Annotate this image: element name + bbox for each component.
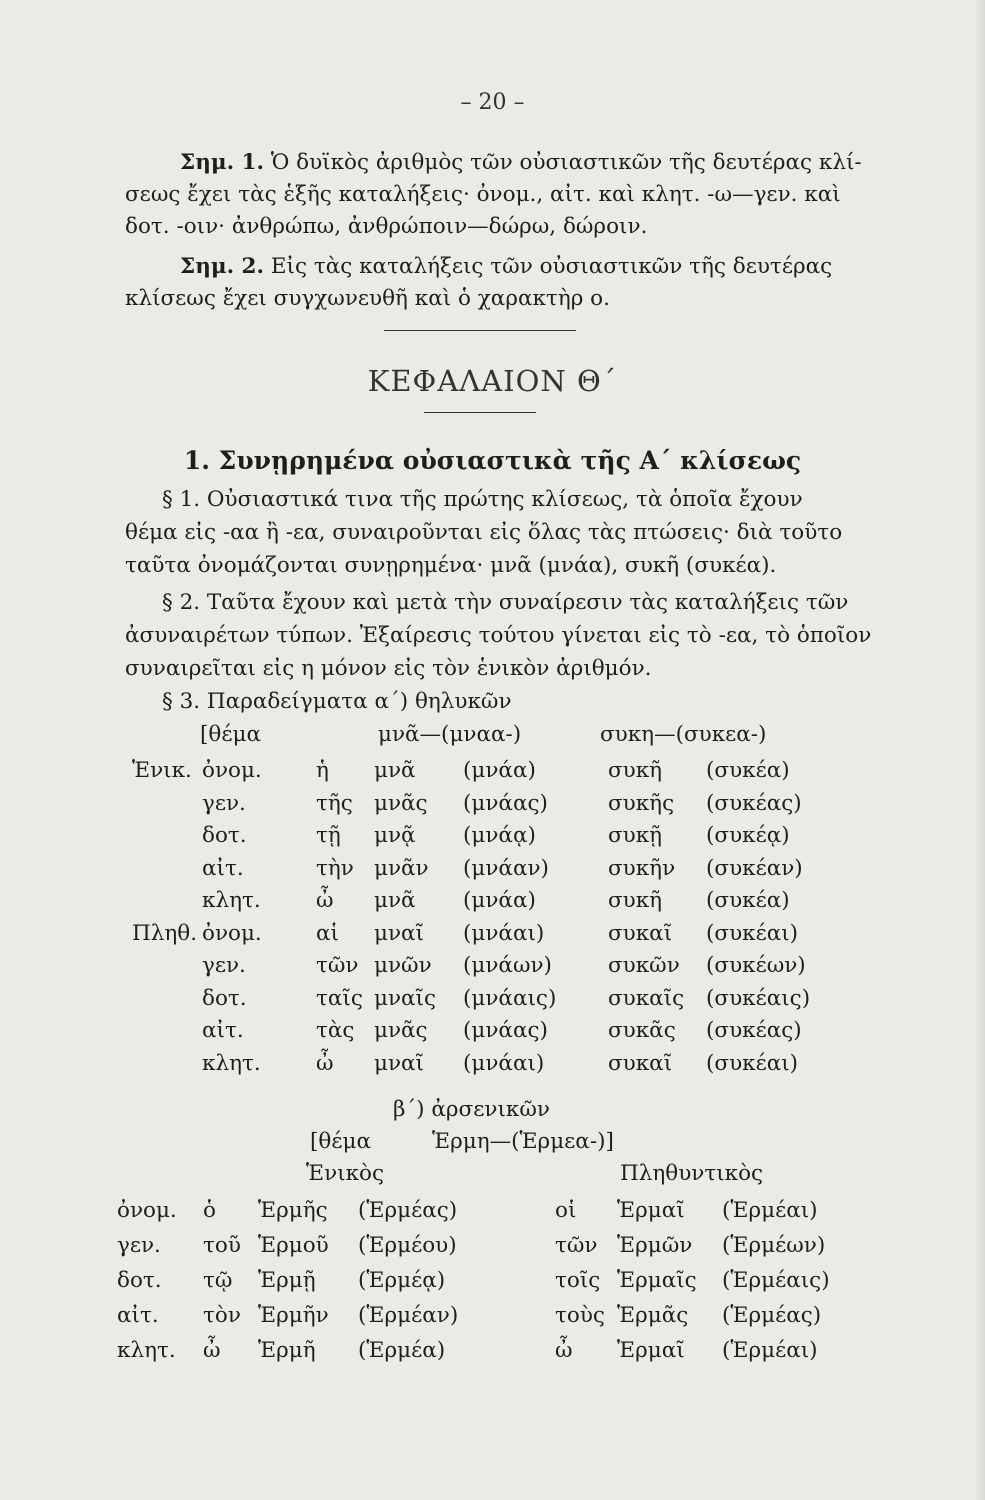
contracted-form: συκᾶς [608, 1018, 676, 1043]
uncontracted-form: (μνάας) [463, 1018, 548, 1043]
contracted-form: μνᾶς [374, 1018, 428, 1043]
article: τοὺς [555, 1303, 605, 1328]
article: αἱ [316, 920, 339, 946]
singular-form: Ἑρμῆ [258, 1338, 316, 1363]
contracted-form: μνᾷ [374, 823, 416, 848]
note-2-text: Εἰς τὰς καταλήξεις τῶν οὐσιαστικῶν τῆς δευτέρας [270, 254, 833, 279]
uncontracted-form: (μνάαι) [463, 920, 545, 946]
plural-form: Ἑρμᾶς [617, 1303, 689, 1328]
contracted-form: συκαῖς [608, 985, 685, 1011]
theme-syke: συκη—(συκεα-) [600, 722, 767, 747]
uncontracted-form: (μνάα) [463, 758, 536, 783]
number-label: Ἑνικ. [132, 758, 192, 783]
contracted-form: μναῖ [374, 1050, 424, 1076]
uncontracted-form: (συκέαις) [706, 985, 811, 1011]
case-label: δοτ. [202, 823, 247, 848]
contracted-form: συκῆ [608, 758, 663, 783]
singular-form: Ἑρμῆς [258, 1198, 328, 1223]
page-number: – 20 – [460, 90, 525, 115]
contracted-form: συκῆς [608, 790, 675, 816]
uncontracted-form: (Ἑρμέαι) [722, 1198, 818, 1223]
uncontracted-form: (συκέαν) [706, 855, 803, 881]
contracted-form: συκῶν [608, 953, 680, 978]
article: ἡ [316, 758, 329, 783]
article: τῆς [316, 790, 353, 816]
contracted-form: μναῖ [374, 920, 424, 946]
note-1-line-2: σεως ἔχει τὰς ἑξῆς καταλήξεις· ὀνομ., αἰτ. καὶ κλητ. -ω—γεν. καὶ [125, 182, 841, 207]
uncontracted-form: (Ἑρμέας) [722, 1303, 822, 1328]
uncontracted-form: (Ἑρμέαις) [722, 1268, 830, 1293]
uncontracted-form: (μνάαι) [463, 1050, 545, 1076]
singular-form: Ἑρμῇ [258, 1268, 316, 1293]
uncontracted-form: (Ἑρμέας) [358, 1198, 458, 1223]
uncontracted-form: (μνάα) [463, 888, 536, 913]
uncontracted-form: (μνάαις) [463, 985, 557, 1011]
note-2-line-2: κλίσεως ἔχει συγχωνευθῆ καὶ ὁ χαρακτὴρ ο. [125, 286, 610, 311]
uncontracted-form: (συκέας) [706, 790, 802, 816]
case-label: αἰτ. [202, 1018, 244, 1043]
article: ὁ [203, 1198, 216, 1223]
uncontracted-form: (Ἑρμέου) [358, 1233, 457, 1258]
case-label: γεν. [202, 953, 246, 978]
contracted-form: συκαῖ [608, 1050, 673, 1076]
para-1-line-3: ταῦτα ὀνομάζονται συνῃρημένα· μνᾶ (μνάα), συκῆ (συκέα). [125, 553, 777, 578]
uncontracted-form: (συκέας) [706, 1018, 802, 1043]
contracted-form: συκῆν [608, 855, 676, 881]
note-1-line-3: δοτ. -οιν· ἀνθρώπω, ἀνθρώποιν—δώρω, δώροιν. [125, 214, 648, 239]
uncontracted-form: (συκέαι) [706, 920, 799, 946]
article: τὴν [316, 855, 354, 881]
note-2-label: Σημ. 2. [180, 254, 264, 279]
article: τῷ [203, 1268, 233, 1293]
article: τοῖς [555, 1268, 601, 1293]
masculine-theme-value: Ἑρμη—(Ἑρμεα-)] [432, 1129, 614, 1154]
uncontracted-form: (Ἑρμέων) [722, 1233, 826, 1258]
uncontracted-form: (μνάᾳ) [463, 823, 536, 848]
article: τὰς [316, 1018, 355, 1043]
note-1-line-1 [180, 148, 862, 178]
uncontracted-form: (συκέων) [706, 953, 806, 978]
article: ταῖς [316, 985, 363, 1011]
para-2-line-2: ἀσυναιρέτων τύπων. Ἐξαίρεσις τούτου γίνεται εἰς τὸ -εα, τὸ ὁποῖον [125, 623, 872, 648]
case-label: κλητ. [117, 1338, 176, 1363]
note-1-text: Ὁ δυϊκὸς ἀριθμὸς τῶν οὐσιαστικῶν τῆς δευτέρας κλί- [270, 150, 862, 175]
singular-label: Ἑνικὸς [306, 1161, 385, 1186]
page-edge-shadow [975, 0, 985, 1500]
case-label: γεν. [202, 790, 246, 816]
rule-bottom [424, 412, 536, 413]
para-2-line-1: § 2. Ταῦτα ἔχουν καὶ μετὰ τὴν συναίρεσιν τὰς καταλήξεις τῶν [162, 590, 849, 615]
uncontracted-form: (μνάων) [463, 953, 552, 978]
article: τῇ [316, 823, 341, 848]
article: τῶν [316, 953, 359, 978]
note-2-line-1 [180, 252, 832, 282]
plural-label: Πληθυντικὸς [620, 1161, 764, 1186]
para-2-line-3: συναιρεῖται εἰς η μόνον εἰς τὸν ἑνικὸν ἀριθμόν. [125, 656, 652, 681]
contracted-form: μναῖς [374, 985, 437, 1011]
article: οἱ [555, 1198, 577, 1223]
uncontracted-form: (μνάαν) [463, 855, 549, 881]
article: ὦ [203, 1338, 221, 1363]
uncontracted-form: (συκέα) [706, 888, 790, 913]
masculine-heading: β΄) ἀρσενικῶν [393, 1097, 550, 1122]
uncontracted-form: (Ἑρμέᾳ) [358, 1268, 446, 1293]
case-label: ὀνομ. [202, 758, 262, 783]
singular-form: Ἑρμῆν [258, 1303, 329, 1328]
article: τὸν [203, 1303, 241, 1328]
case-label: δοτ. [202, 985, 247, 1011]
case-label: ὀνομ. [202, 920, 262, 946]
theme-mna: μνᾶ—(μναα-) [378, 722, 522, 747]
section-heading: 1. Συνῃρημένα οὐσιαστικὰ τῆς Α΄ κλίσεως [183, 446, 802, 475]
masculine-theme-label: [θέμα [310, 1129, 371, 1154]
case-label: δοτ. [117, 1268, 162, 1293]
contracted-form: μνᾶ [374, 758, 416, 783]
case-label: αἰτ. [202, 855, 244, 881]
contracted-form: συκαῖ [608, 920, 673, 946]
plural-form: Ἑρμαῖ [617, 1198, 685, 1223]
article: ὦ [555, 1338, 573, 1363]
uncontracted-form: (συκέαι) [706, 1050, 799, 1076]
case-label: γεν. [117, 1233, 161, 1258]
rule-top [384, 330, 576, 331]
case-label: κλητ. [202, 888, 261, 913]
case-label: κλητ. [202, 1050, 261, 1076]
plural-form: Ἑρμαῖς [617, 1268, 697, 1293]
uncontracted-form: (μνάας) [463, 790, 548, 816]
case-label: αἰτ. [117, 1303, 159, 1328]
contracted-form: μνᾶν [374, 855, 429, 881]
case-label: ὀνομ. [117, 1198, 177, 1223]
contracted-form: συκῆ [608, 888, 663, 913]
para-3-line-1: § 3. Παραδείγματα α΄) θηλυκῶν [162, 689, 512, 714]
para-1-line-2: θέμα εἰς -αα ἢ -εα, συναιροῦνται εἰς ὅλας τὰς πτώσεις· διὰ τοῦτο [125, 520, 843, 545]
plural-form: Ἑρμαῖ [617, 1338, 685, 1363]
contracted-form: μνᾶς [374, 790, 428, 816]
uncontracted-form: (Ἑρμέαι) [722, 1338, 818, 1363]
uncontracted-form: (Ἑρμέα) [358, 1338, 446, 1363]
contracted-form: μνᾶ [374, 888, 416, 913]
article: τῶν [555, 1233, 598, 1258]
uncontracted-form: (συκέα) [706, 758, 790, 783]
uncontracted-form: (Ἑρμέαν) [358, 1303, 459, 1328]
article: ὦ [316, 1050, 334, 1076]
number-label: Πληθ. [132, 920, 198, 946]
contracted-form: μνῶν [374, 953, 432, 978]
article: ὦ [316, 888, 334, 913]
note-1-label: Σημ. 1. [180, 150, 264, 175]
uncontracted-form: (συκέᾳ) [706, 823, 790, 848]
plural-form: Ἑρμῶν [617, 1233, 693, 1258]
theme-label: [θέμα [200, 722, 261, 747]
chapter-title: ΚΕΦΑΛΑΙΟΝ Θ΄ [367, 364, 618, 398]
para-1-line-1: § 1. Οὐσιαστικά τινα τῆς πρώτης κλίσεως, τὰ ὁποῖα ἔχουν [162, 487, 803, 512]
singular-form: Ἑρμοῦ [258, 1233, 329, 1258]
contracted-form: συκῇ [608, 823, 663, 848]
article: τοῦ [203, 1233, 241, 1258]
